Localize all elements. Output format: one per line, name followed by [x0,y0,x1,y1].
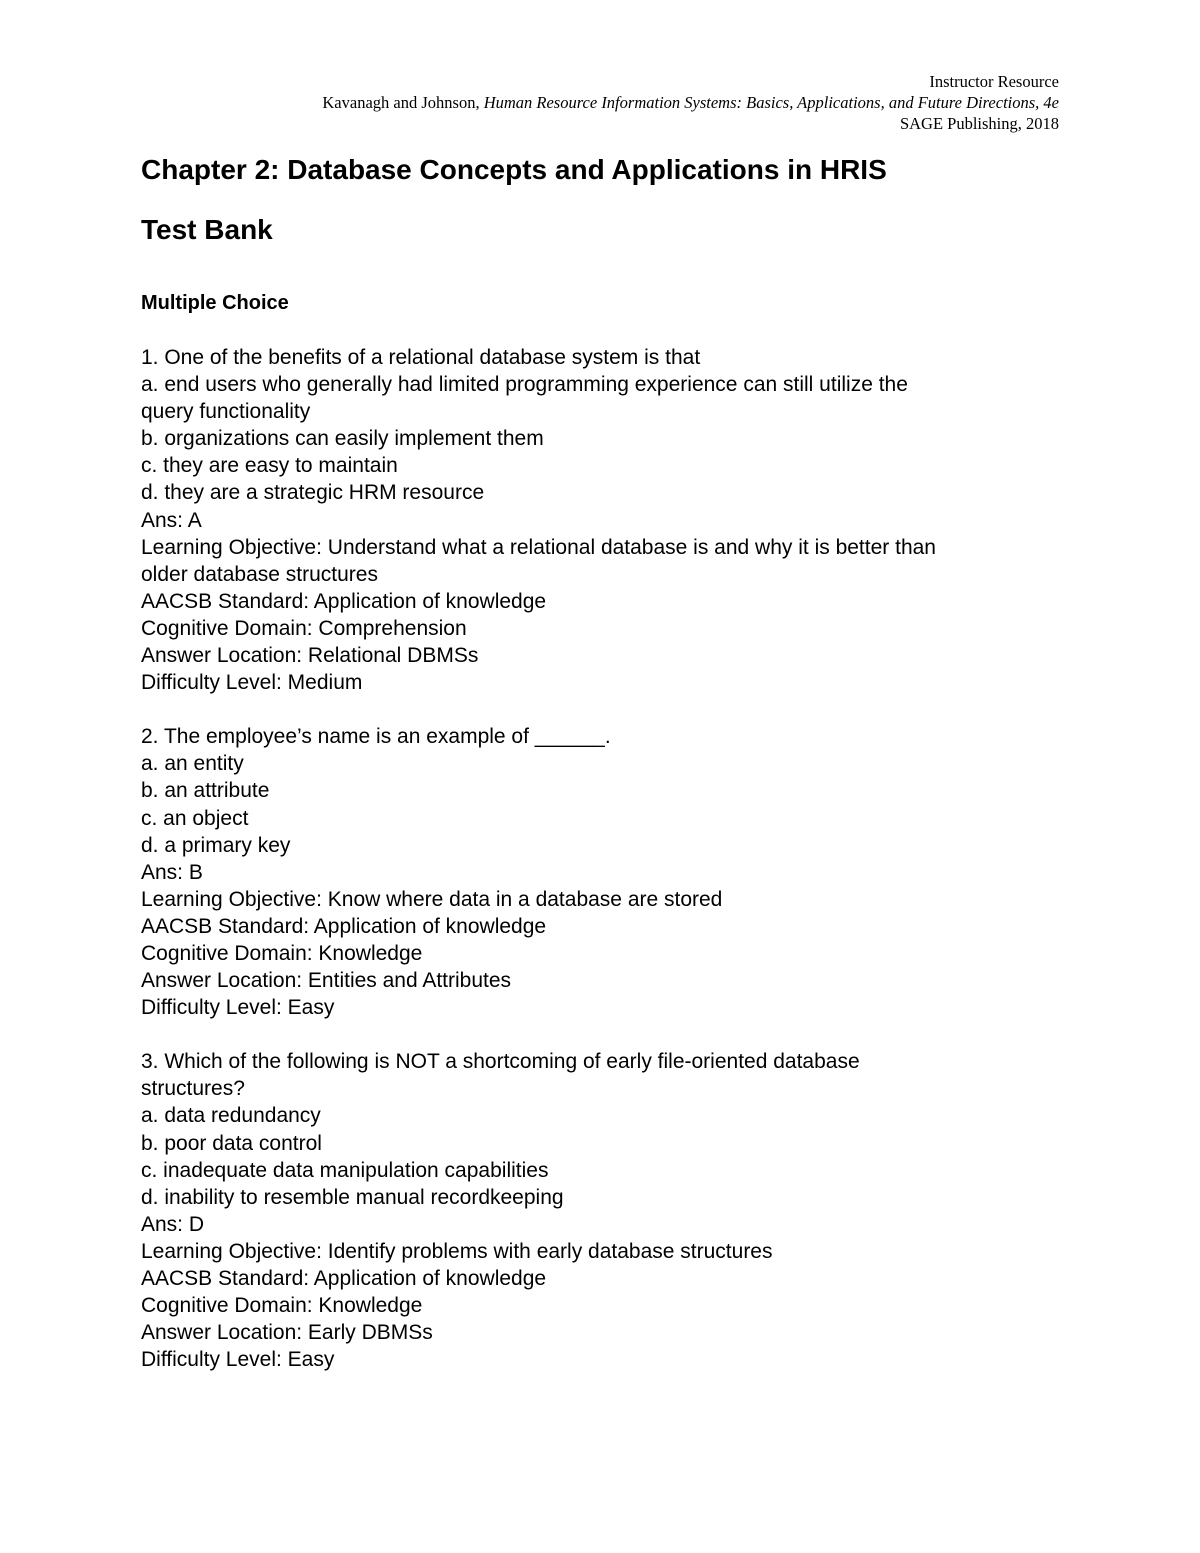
cognitive-domain: Cognitive Domain: Knowledge [141,941,423,965]
answer-location: Answer Location: Early DBMSs [141,1321,433,1345]
learning-objective: Learning Objective: Understand what a relational database is and why it is better than [141,535,936,559]
question-stem: structures? [141,1077,245,1101]
difficulty-level: Difficulty Level: Easy [141,1348,335,1372]
document-body [141,150,1061,1373]
question-block [141,344,1061,696]
learning-objective: Learning Objective: Know where data in a database are stored [141,887,723,911]
question-stem: 1. One of the benefits of a relational database system is that [141,346,701,369]
header-authors: Kavanagh and Johnson, [322,93,484,112]
header-book-title: Human Resource Information Systems: Basics, Applications, and Future Directions, 4e [483,93,1059,112]
answer-option: b. poor data control [141,1131,322,1155]
header-citation [322,92,1059,113]
aacsb-standard: AACSB Standard: Application of knowledge [141,1267,547,1290]
question-block [141,723,1061,1021]
learning-objective: Learning Objective: Identify problems with early database structures [141,1239,773,1263]
cognitive-domain: Cognitive Domain: Knowledge [141,1294,423,1318]
question-block [141,1048,1061,1373]
answer-option: a. an entity [141,752,244,776]
answer-location: Answer Location: Entities and Attributes [141,969,512,993]
answer-option: b. an attribute [141,779,270,803]
page-header [322,71,1059,134]
question-list [141,344,1061,1373]
answer-key: Ans: A [141,508,202,532]
answer-location: Answer Location: Relational DBMSs [141,644,479,668]
header-publisher: SAGE Publishing, 2018 [899,114,1059,133]
answer-option: d. inability to resemble manual recordkeeping [141,1185,564,1209]
question-stem: 3. Which of the following is NOT a shortcoming of early file-oriented database [141,1050,860,1074]
chapter-title: Chapter 2: Database Concepts and Applications in HRIS [141,154,887,185]
cognitive-domain: Cognitive Domain: Comprehension [141,616,467,640]
answer-option: b. organizations can easily implement them [141,427,544,451]
answer-key: Ans: D [141,1212,205,1236]
aacsb-standard: AACSB Standard: Application of knowledge [141,914,547,938]
section-heading: Multiple Choice [141,292,289,314]
answer-option: c. inadequate data manipulation capabilities [141,1158,549,1182]
header-instructor-resource: Instructor Resource [929,72,1059,91]
aacsb-standard: AACSB Standard: Application of knowledge [141,589,547,613]
difficulty-level: Difficulty Level: Medium [141,671,363,695]
answer-option: c. an object [141,806,249,830]
difficulty-level: Difficulty Level: Easy [141,996,335,1020]
question-stem: 2. The employee’s name is an example of ______. [141,725,611,749]
answer-option: a. data redundancy [141,1104,321,1128]
answer-option: d. a primary key [141,833,291,857]
answer-option: c. they are easy to maintain [141,454,398,478]
doc-subtitle: Test Bank [141,214,273,245]
answer-option: d. they are a strategic HRM resource [141,481,485,505]
answer-option: query functionality [141,400,311,424]
learning-objective: older database structures [141,562,378,586]
answer-key: Ans: B [141,860,203,884]
answer-option: a. end users who generally had limited programming experience can still utilize the [141,373,908,397]
